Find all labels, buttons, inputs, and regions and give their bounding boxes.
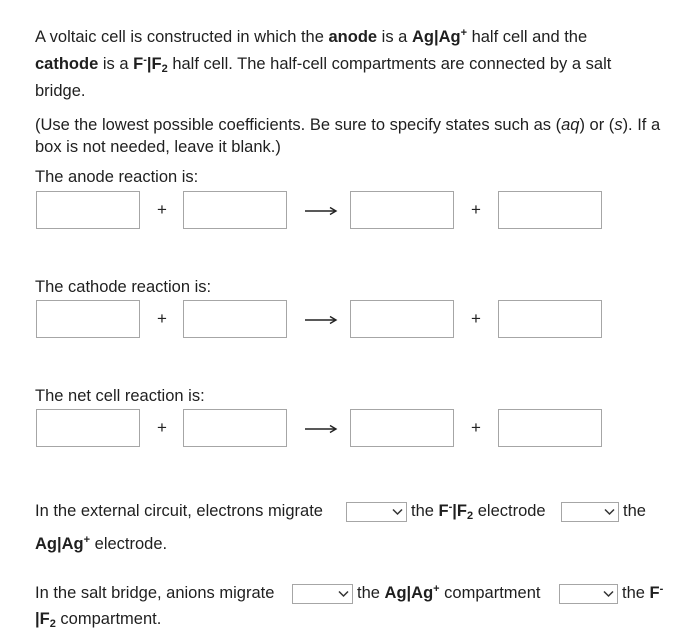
anode-word: anode (328, 28, 378, 46)
chevron-down-icon (604, 508, 615, 516)
net-product-1-input[interactable] (350, 409, 454, 447)
cathode-plus-left: + (157, 309, 167, 328)
cathode-product-2-input[interactable] (498, 300, 602, 338)
instructions-line-1: (Use the lowest possible coefficients. Be sure to specify states such as (aq) or (s). If a (35, 116, 661, 134)
external-circuit-text-3: the (623, 502, 646, 520)
intro-line-2: cathode is a $F^-|F_2$ half cell. The half-cell compartments are connected by a salt (35, 54, 612, 75)
net-reaction-label: The net cell reaction is: (35, 387, 205, 405)
cathode-word: cathode (35, 55, 99, 73)
anode-reactant-2-input[interactable] (183, 191, 287, 229)
cathode-product-1-input[interactable] (350, 300, 454, 338)
external-circuit-text: In the external circuit, electrons migrate (35, 502, 323, 520)
anode-plus-right: + (471, 200, 481, 219)
net-reactant-1-input[interactable] (36, 409, 140, 447)
cathode-reactant-2-input[interactable] (183, 300, 287, 338)
chevron-down-icon (338, 590, 349, 598)
net-plus-left: + (157, 418, 167, 437)
cathode-reaction-label: The cathode reaction is: (35, 278, 212, 296)
intro-line-1: A voltaic cell is constructed in which the anode is a Ag|Ag+ half cell and the (35, 27, 588, 46)
net-product-2-input[interactable] (498, 409, 602, 447)
anode-reaction-label: The anode reaction is: (35, 168, 199, 186)
external-circuit-text-2: the $F^-|F_2$ electrode (411, 501, 546, 522)
chevron-down-icon (603, 590, 614, 598)
instructions-line-2: box is not needed, leave it blank.) (35, 138, 281, 156)
external-circuit-text-4: Ag|Ag+ electrode. (35, 534, 168, 553)
anode-product-1-input[interactable] (350, 191, 454, 229)
salt-bridge-dropdown-1[interactable] (292, 584, 353, 604)
net-reactant-2-input[interactable] (183, 409, 287, 447)
anode-product-2-input[interactable] (498, 191, 602, 229)
salt-bridge-dropdown-2[interactable] (559, 584, 618, 604)
external-circuit-dropdown-2[interactable] (561, 502, 619, 522)
external-circuit-dropdown-1[interactable] (346, 502, 407, 522)
cathode-reactant-1-input[interactable] (36, 300, 140, 338)
net-plus-right: + (471, 418, 481, 437)
salt-bridge-text-4: $|F_2$ compartment. (35, 610, 162, 630)
salt-bridge-text: In the salt bridge, anions migrate (35, 584, 275, 602)
cathode-plus-right: + (471, 309, 481, 328)
salt-bridge-text-2: the Ag|Ag+ compartment (357, 583, 541, 602)
salt-bridge-text-3: the F- (622, 583, 664, 602)
chevron-down-icon (392, 508, 403, 516)
net-arrow-icon (304, 424, 338, 434)
anode-plus-left: + (157, 200, 167, 219)
cathode-arrow-icon (304, 315, 338, 325)
intro-line-3: bridge. (35, 82, 86, 100)
anode-reactant-1-input[interactable] (36, 191, 140, 229)
anode-arrow-icon (304, 206, 338, 216)
